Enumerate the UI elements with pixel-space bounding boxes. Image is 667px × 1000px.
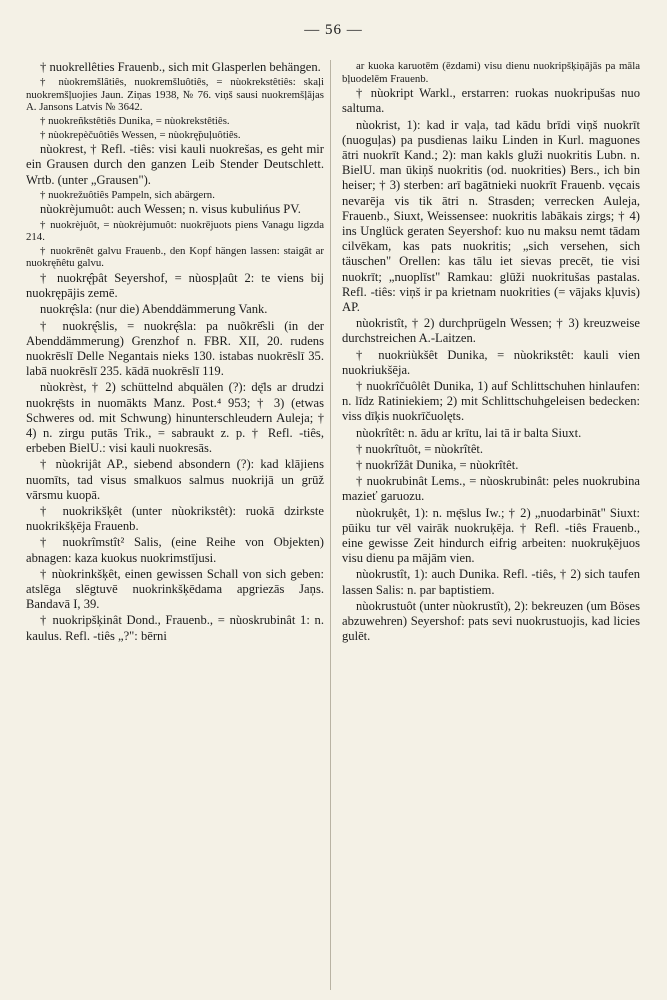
dictionary-entry: † nuokrîžât Dunika, = nùokrîtêt.: [356, 458, 519, 473]
dictionary-entry: † nùokremšlâtiês, nuokremšluôtiês, = nùokrekstêtiês: skaļi nuokremšļuojies Jaun. Ziņas 1938, № 76. viņš sausi nuokremšļājas A. Jansons Latvis № 3642.: [26, 76, 324, 114]
dictionary-entry: nùokristît, † 2) durchprügeln Wessen; † 3) kreuzweise durchstreichen A.-Laitzen.: [342, 316, 640, 346]
dictionary-entry: nuokrę̂sla: (nur die) Abenddämmerung Vank.: [40, 302, 268, 317]
dictionary-entry: † nuokrîtuôt, = nùokrîtêt.: [356, 441, 484, 456]
dictionary-entry: ar kuoka karuotēm (ēzdami) visu dienu nuokripšķiņājās pa māla bļuodelēm Frauenb.: [342, 60, 640, 85]
dictionary-entry: nùokrist, 1): kad ir vaļa, tad kādu brīdi viņš nuokrīt (nuoguļas) pa pusdienas laiku Linden in Kurl. maguones ātri nuokrīt Kand.; 2): man kakls gluži nuokritis Lubn. n. BielU. man ūkiņš nuokritis (od. nuokrities) Bers., ich bin heiser; † 3) sterben: arī bagātnieki nuokrīt Frauenb. vęcais nevarēja vis tik ātri n. Strasden; verrecken Auleja, Frauenb., Siuxt, Weissensee: nuokritis labākais zirgs; † 4) ins Unglück geraten Seyershof: kuo nu maksu nemt tādam cilvēkam, kas pats nuokritis; „sich versehen, sich täuschen" Orellen: kas tālu iet sievas precēt, tie visi nuokrīt; „nuoplīst" Ramkau: glūži nuokritušas pastalas. Refl. -tiês: viņš ir pa krietnam nuokrities (= vājaks kļuvis) AP.: [342, 117, 640, 315]
dictionary-entry: nùokrustît, 1): auch Dunika. Refl. -tiês, † 2) sich taufen lassen Salis: n. par baptistiem.: [342, 567, 640, 597]
dictionary-entry: † nuokrežuôtiês Pampeln, sich abärgern.: [40, 188, 215, 201]
column-separator: [330, 60, 331, 990]
dictionary-entry: nùokrustuôt (unter nùokrustît), 2): bekreuzen (um Böses abzuwehren) Seyershof: pats sevi nuokrustuojis, kad licies gulēt.: [342, 598, 640, 644]
dictionary-entry: † nuokripšķinât Dond., Frauenb., = nùoskrubinât 1: n. kaulus. Refl. -tiês „?": bērni: [26, 613, 324, 643]
dictionary-entry: † nùokrinkšķêt, einen gewissen Schall von sich geben: atslēga slēgtuvē nuokrinkšķēdama apgriezās Jaņs. Bandavā I, 39.: [26, 566, 324, 612]
dictionary-entry: † nuokrîmstît² Salis, (eine Reihe von Objekten) abnagen: kaza kuokus nuokrimstījusi.: [26, 535, 324, 565]
dictionary-entry: † nùokrepèčuôtiês Wessen, = nùokrę̃puļuôtiês.: [40, 128, 241, 141]
right-column: [342, 60, 640, 646]
dictionary-entry: nùokruķêt, 1): n. mę̄slus Iw.; † 2) „nuodarbināt" Siuxt: pūiku tur vēl vairāk nuokruķēja. † Refl. -tiês Frauenb., eine gewisse Zeit hindurch eifrig arbeiten: nuokruķējuos visu dienu pa mājām vien.: [342, 505, 640, 566]
dictionary-entry: † nuokrèjuôt, = nùokrèjumuôt: nuokrējuots piens Vanagu ligzda 214.: [26, 218, 324, 244]
dictionary-entry: nùokrèst, † 2) schüttelnd abquälen (?): dę̄ls ar drudzi nuokrę̄sts in nuomākts Manz. Post.⁴ 953; † 3) (etwas Schweres od. mit Schwung) hinunterschleudern Auleja; † 4) n. zirgu putās Trik., = sabraukt z. p. † Refl. -tiês, erbeben BielU.: visi kauli nuokresās.: [26, 380, 324, 456]
dictionary-entry: † nuokrubinât Lems., = nùoskrubinât: peles nuokrubina mazieť garuozu.: [342, 474, 640, 504]
dictionary-entry: nùokrèjumuôt: auch Wessen; n. visus kubulińus PV.: [40, 202, 301, 217]
dictionary-entry: † nuokriùkšêt Dunika, = nùokrikstêt: kauli vien nuokriukšēja.: [342, 347, 640, 377]
dictionary-entry: † nuokrikšķêt (unter nùokrikstêt): ruokā dzirkste nuokrikšķēja Frauenb.: [26, 504, 324, 534]
dictionary-entry: † nuokrę̂slis, = nuokrę̂sla: pa nuõkrē̂sli (in der Abenddämmerung) Grenzhof n. FBR. XII, 20. rudens nuokrēslī Delle Negantais nieks 130. istabas nuokrēslī 35. labā nuokrēslī 235. kādā nuokrēslī 119.: [26, 318, 324, 379]
dictionary-entry: † nuokrę̂pât Seyershof, = nùospļaût 2: te viens bij nuokrępājis zemē.: [26, 270, 324, 301]
dictionary-entry: † nuokrēnêt galvu Frauenb., den Kopf hängen lassen: staigât ar nuokrę̃nêtu galvu.: [26, 244, 324, 270]
page-number: — 56 —: [304, 22, 363, 38]
dictionary-entry: † nuokrîčuôlêt Dunika, 1) auf Schlittschuhen hinlaufen: n. līdz Ratiniekiem; 2) mit Schlittschuhgeleisen bedecken: viss dīķis nuokrīčuolęts.: [342, 379, 640, 424]
dictionary-entry: † nùokript Warkl., erstarren: ruokas nuokripušas nuo saltuma.: [342, 86, 640, 116]
dictionary-entry: nùokrest, † Refl. -tiês: visi kauli nuokrešas, es geht mir ein Grausen durch den ganzen Leib Stender Deutschlett. Wrtb. (unter „Grausen").: [26, 142, 324, 187]
dictionary-entry: nùokrîtêt: n. ādu ar krītu, lai tā ir balta Siuxt.: [356, 425, 582, 440]
dictionary-entry: † nùokrijât AP., siebend absondern (?): kad klājiens nuomīts, tad visus smalkuos salmus nuokrijā un grūž vārsmu kuopā.: [26, 457, 324, 502]
dictionary-entry: † nuokreñkstêtiês Dunika, = nùokrekstêtiês.: [40, 114, 230, 127]
dictionary-entry: † nuokrellêties Frauenb., sich mit Glasperlen behängen.: [40, 60, 321, 74]
left-column: [26, 60, 324, 645]
